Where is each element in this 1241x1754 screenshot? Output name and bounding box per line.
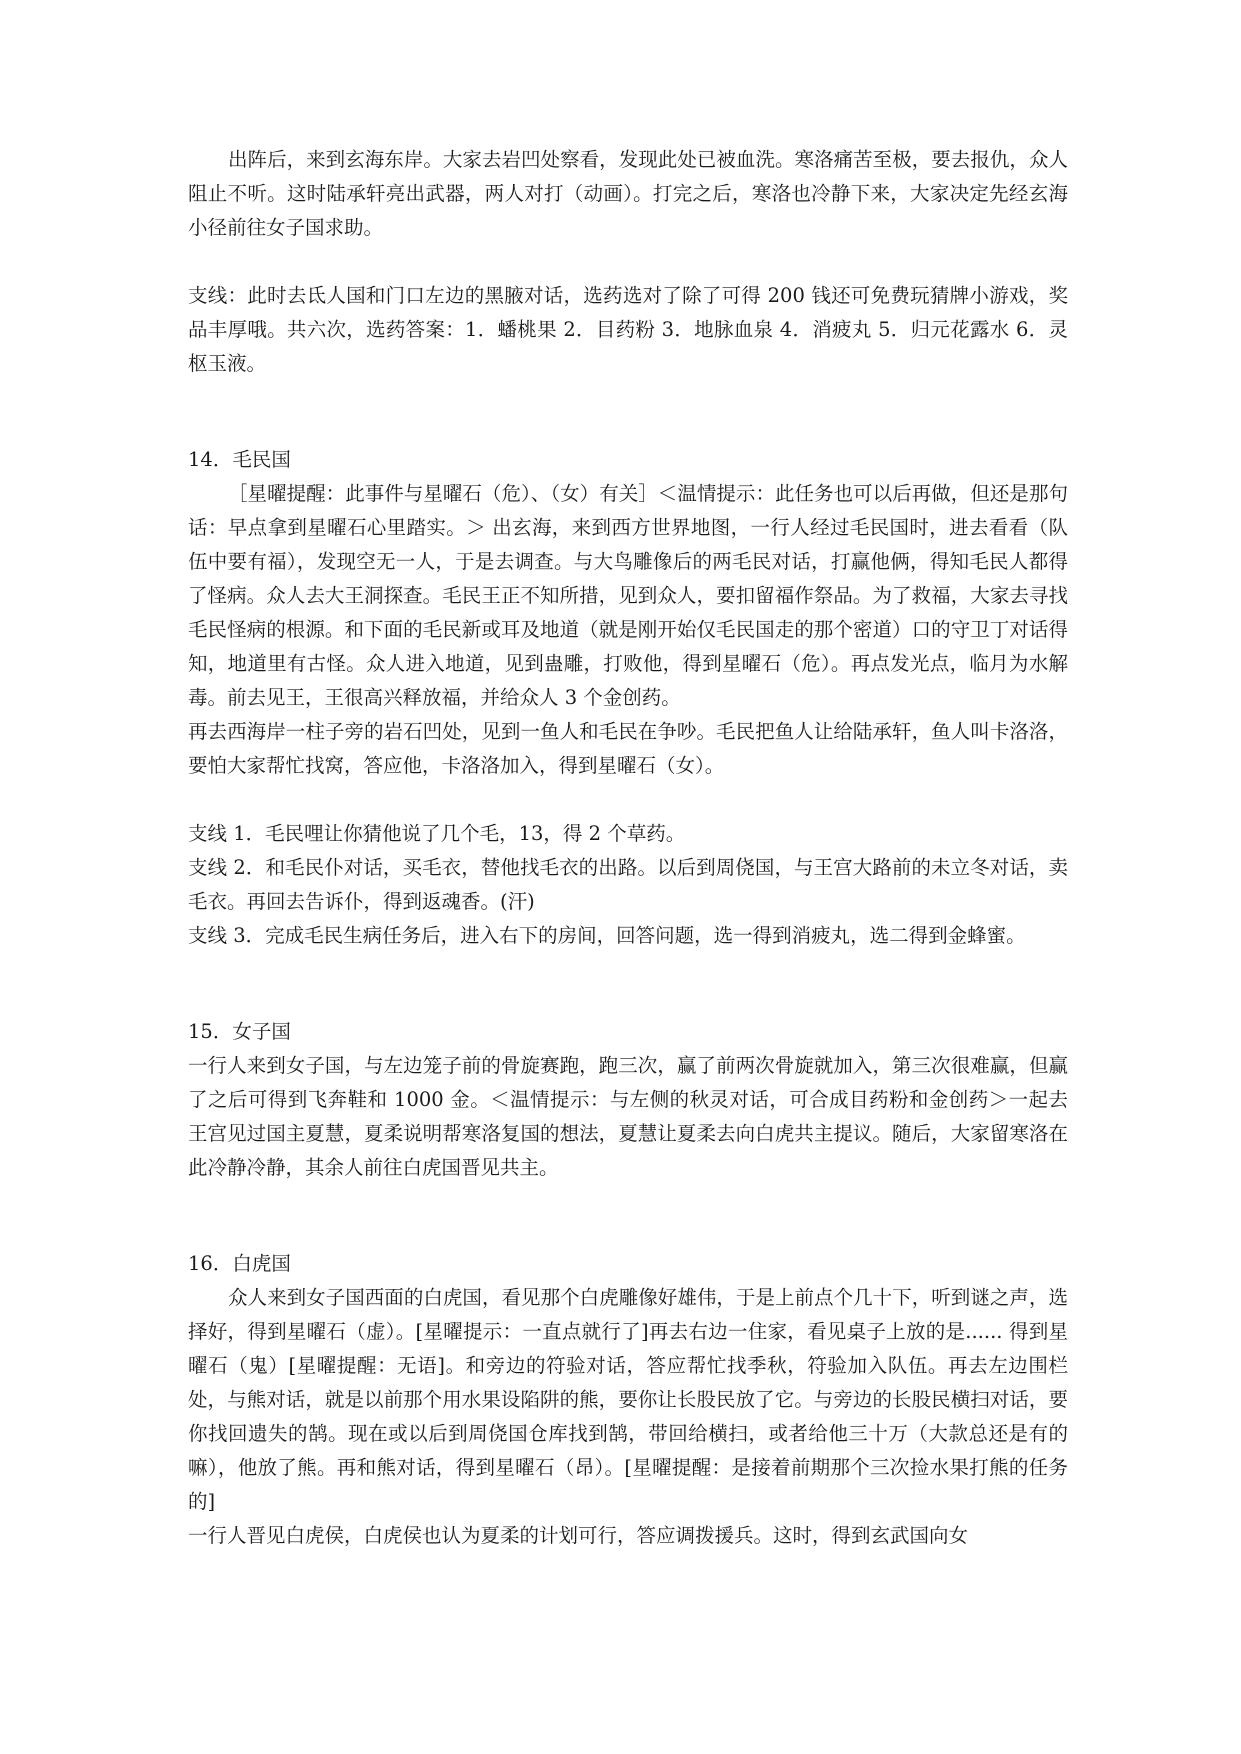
paragraph-section-15: 一行人来到女子国，与左边笼子前的骨旋赛跑，跑三次，赢了前两次骨旋就加入，第三次很难赢，但赢了之后可得到飞奔鞋和 1000 金。＜温情提示：与左侧的秋灵对话，可合成目药粉和金创药＞一起去王宫见过国主夏慧，夏柔说明帮寒洛复国的想法，夏慧让夏柔去向白虎共主提议。随后，大家留寒洛在此冷静冷静，其余人前往白虎国晋见共主。: [188, 1054, 1068, 1179]
paragraph-side-quest-2: 支线 2．和毛民仆对话，买毛衣，替他找毛衣的出路。以后到周侥国，与王宫大路前的未立冬对话，卖毛衣。再回去告诉仆，得到返魂香。(汗): [188, 856, 1068, 913]
paragraph-section-16-second: 一行人晋见白虎侯，白虎侯也认为夏柔的计划可行，答应调拨援兵。这时，得到玄武国向女: [188, 1524, 969, 1547]
paragraph-intro: 出阵后，来到玄海东岸。大家去岩凹处察看，发现此处已被血洗。寒洛痛苦至极，要去报仇，众人阻止不听。这时陆承轩亮出武器，两人对打（动画）。打完之后，寒洛也冷静下来，大家决定先经玄海小径前往女子国求助。: [188, 148, 1068, 239]
heading-section-15: 15．女子国: [188, 1020, 291, 1043]
paragraph-section-16-main: 众人来到女子国西面的白虎国，看见那个白虎雕像好雄伟，于是上前点个几十下，听到谜之声，选择好，得到星曜石（虚）。[星曜提示：一直点就行了]再去右边一住家，看见桌子上放的是...... 得到星曜石（鬼）[星曜提醒：无语]。和旁边的符验对话，答应帮忙找季秋，符验加入队伍。再去左边围栏处，与熊对话，就是以前那个用水果设陷阱的熊，要你让长股民放了它。与旁边的长股民横扫对话，要你找回遗失的鹄。现在或以后到周侥国仓库找到鹄，带回给横扫，或者给他三十万（大款总还是有的嘛），他放了熊。再和熊对话，得到星曜石（昂）。[星曜提醒：是接着前期那个三次捡水果打熊的任务的]: [188, 1286, 1068, 1513]
paragraph-section-14-main: ［星曜提醒：此事件与星曜石（危）、（女）有关］＜温情提示：此任务也可以后再做，但还是那句话：早点拿到星曜石心里踏实。＞ 出玄海，来到西方世界地图，一行人经过毛民国时，进去看看（队伍中要有福），发现空无一人，于是去调查。与大鸟雕像后的两毛民对话，打赢他俩，得知毛民人都得了怪病。众人去大王洞探查。毛民王正不知所措，见到众人，要扣留福作祭品。为了救福，大家去寻找毛民怪病的根源。和下面的毛民新或耳及地道（就是刚开始仅毛民国走的那个密道）口的守卫丁对话得知，地道里有古怪。众人进入地道，见到蛊雕，打败他，得到星曜石（危）。再点发光点，临月为水解毒。前去见王，王很高兴释放福，并给众人 3 个金创药。: [188, 482, 1068, 709]
heading-section-16: 16．白虎国: [188, 1252, 291, 1275]
paragraph-side-quest-3: 支线 3．完成毛民生病任务后，进入右下的房间，回答问题，选一得到消疲丸，选二得到金蜂蜜。: [188, 924, 1026, 947]
paragraph-side-quest-1: 支线 1．毛民哩让你猜他说了几个毛，13，得 2 个草药。: [188, 822, 686, 845]
paragraph-section-14-second: 再去西海岸一柱子旁的岩石凹处，见到一鱼人和毛民在争吵。毛民把鱼人让给陆承轩，鱼人叫卡洛洛，要怕大家帮忙找窝，答应他，卡洛洛加入，得到星曜石（女）。: [188, 720, 1068, 777]
paragraph-side-quest-medicine: 支线：此时去氐人国和门口左边的黑腋对话，选药选对了除了可得 200 钱还可免费玩猜牌小游戏，奖品丰厚哦。共六次，选药答案：1．蟠桃果 2．目药粉 3．地脉血泉 4．消疲丸 5．归元花露水 6．灵枢玉液。: [188, 284, 1068, 375]
heading-section-14: 14．毛民国: [188, 448, 291, 471]
document-body: [188, 143, 1068, 1553]
